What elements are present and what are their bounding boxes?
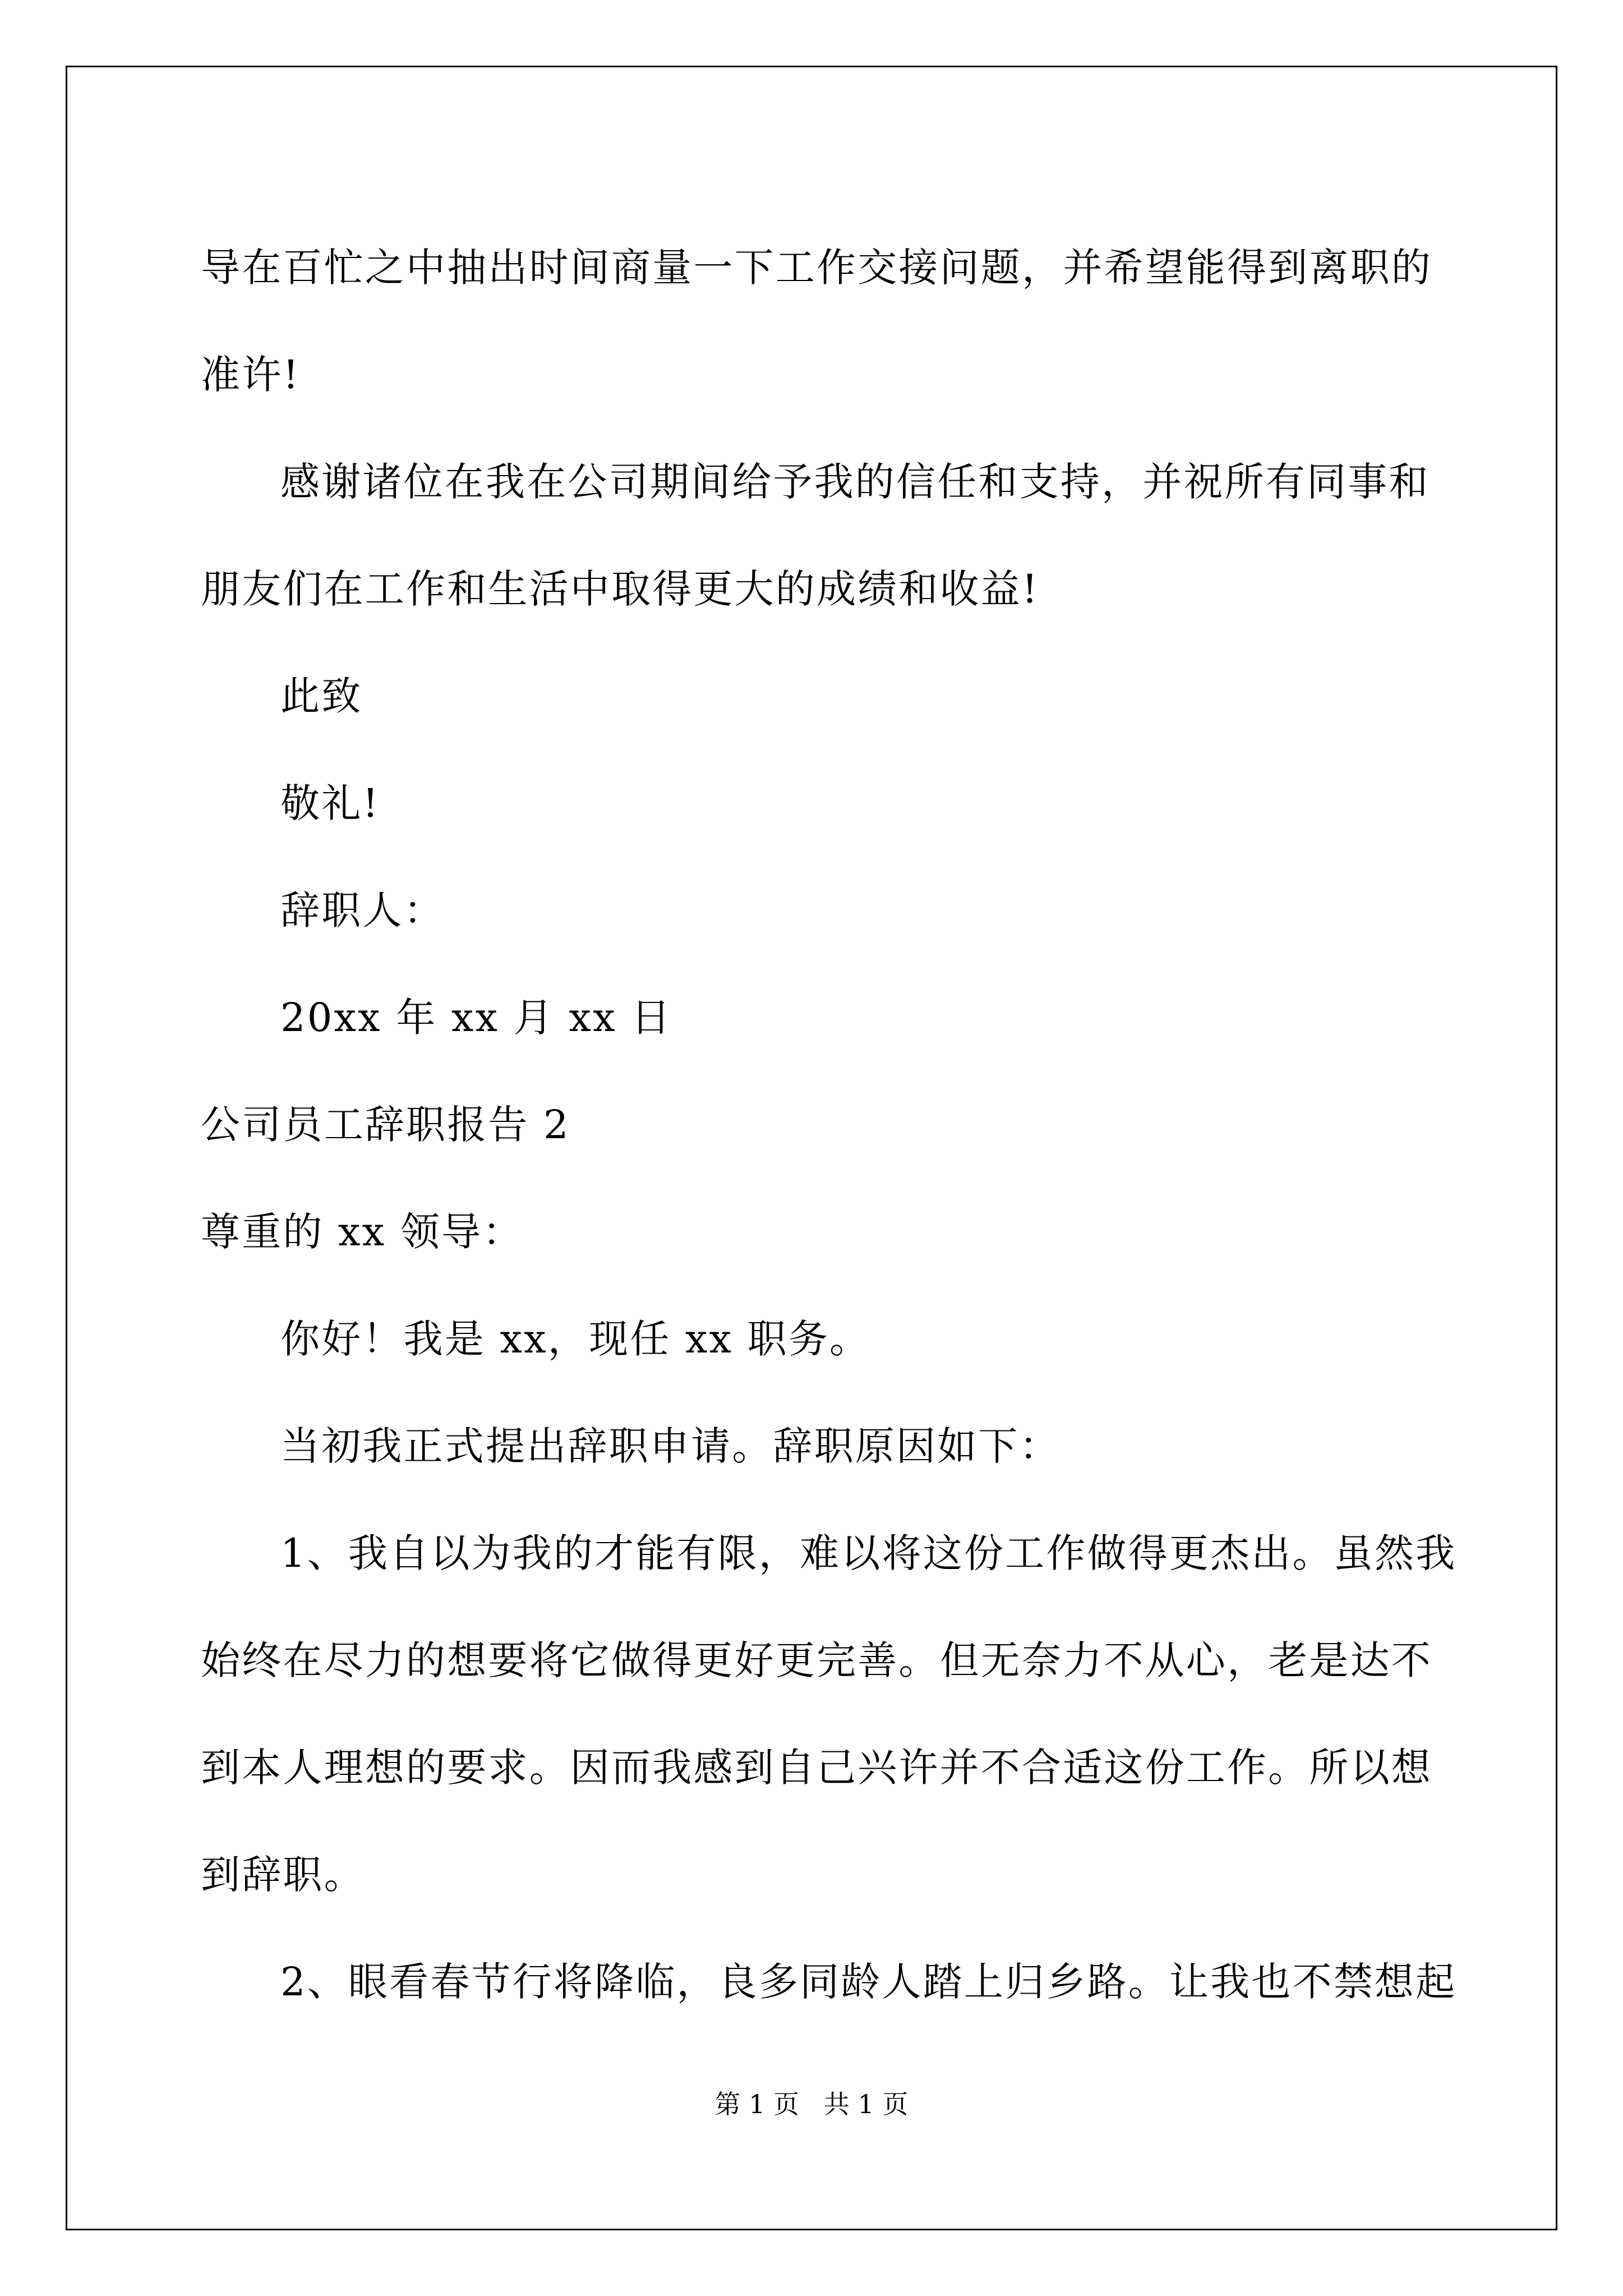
text-line: 导在百忙之中抽出时间商量一下工作交接问题，并希望能得到离职的 (201, 245, 1432, 291)
page-number: 第 1 页 共 1 页 (714, 2089, 909, 2119)
closing-salutation: 此致 (280, 673, 363, 719)
text-line: 1、我自以为我的才能有限，难以将这份工作做得更杰出。虽然我 (280, 1530, 1457, 1576)
document-body (201, 214, 1457, 2036)
text-line: 始终在尽力的想要将它做得更好更完善。但无奈力不从心，老是达不 (201, 1637, 1432, 1683)
text-line: 你好！我是 xx，现任 xx 职务。 (280, 1316, 871, 1362)
text-line: 当初我正式提出辞职申请。辞职原因如下： (280, 1423, 1061, 1469)
date-line: 20xx 年 xx 月 xx 日 (280, 995, 672, 1041)
text-line: 准许! (201, 352, 301, 398)
text-line: 感谢诸位在我在公司期间给予我的信任和支持，并祝所有同事和 (280, 459, 1430, 505)
text-line: 到本人理想的要求。因而我感到自己兴许并不合适这份工作。所以想 (201, 1745, 1432, 1791)
greeting: 尊重的 xx 领导： (201, 1209, 524, 1255)
closing-regards: 敬礼! (280, 780, 380, 826)
text-line: 到辞职。 (201, 1852, 365, 1898)
text-line: 2、眼看春节行将降临，良多同龄人踏上归乡路。让我也不禁想起 (280, 1959, 1457, 2005)
text-line: 朋友们在工作和生活中取得更大的成绩和收益! (201, 566, 1040, 612)
signature-label: 辞职人： (280, 887, 445, 933)
section-title: 公司员工辞职报告 2 (201, 1102, 570, 1148)
